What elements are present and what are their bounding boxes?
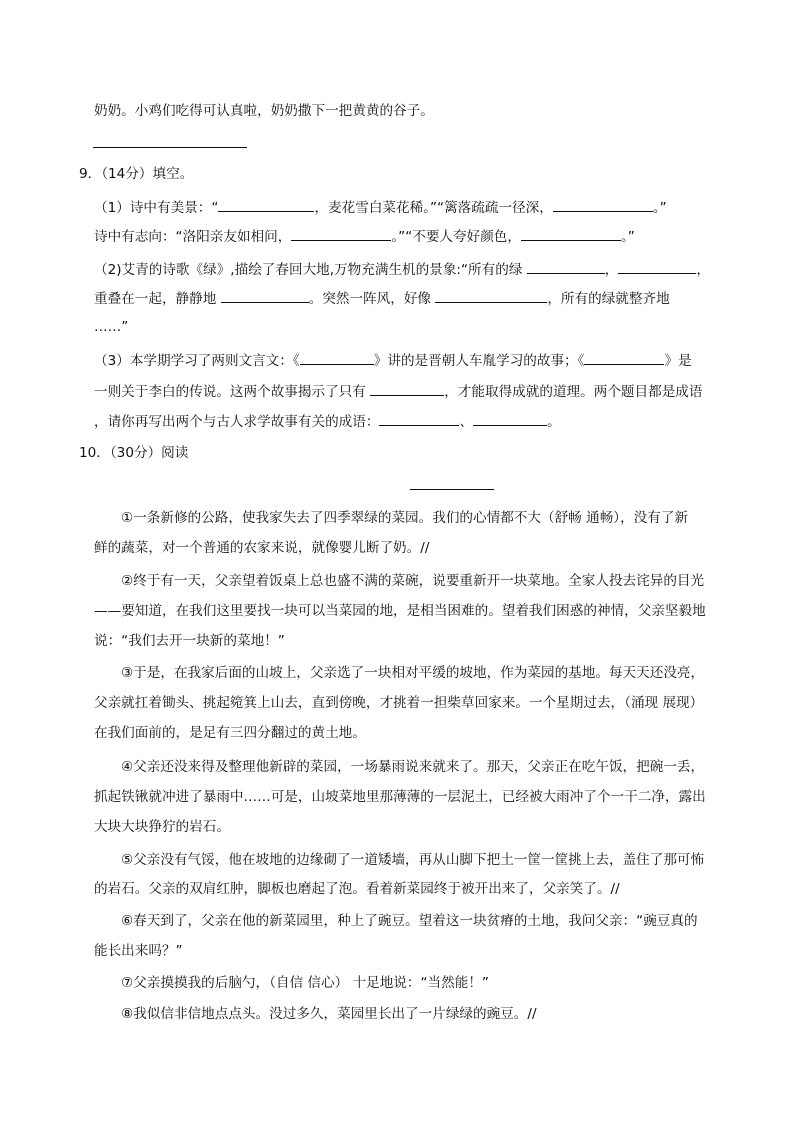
- text: 一则关于李白的传说。这两个故事揭示了只有: [94, 384, 371, 400]
- q9-line: [94, 288, 670, 309]
- text: 。”“不要人夸好颜色，: [391, 229, 521, 245]
- text: ，麦花雪白菜花稀。”“篱落疏疏一径深，: [314, 200, 553, 216]
- text: ，: [696, 262, 710, 278]
- text: 诗中有志向：“洛阳亲友如相问，: [94, 229, 292, 245]
- title-blank[interactable]: [410, 489, 494, 490]
- fill-blank[interactable]: [618, 259, 696, 274]
- passage-line: ②终于有一天，父亲望着饭桌上总也盛不满的菜碗，说要重新开一块菜地。全家人投去诧异的目光: [121, 573, 705, 589]
- q9-line: ……”: [94, 319, 129, 335]
- fill-blank[interactable]: [527, 259, 605, 274]
- question-10-heading: 10．（30分）阅读: [79, 445, 189, 461]
- text: 。”: [652, 200, 667, 216]
- text: 》是: [664, 353, 692, 369]
- passage-line: 大块大块狰狞的岩石。: [94, 819, 230, 835]
- passage-line: ⑥春天到了，父亲在他的新菜园里，种上了豌豆。望着这一块贫瘠的土地，我问父亲：“豌豆真的: [121, 913, 698, 929]
- text: ，: [604, 262, 619, 278]
- text: 重叠在一起，静静地: [94, 291, 221, 307]
- passage-line: ⑦父亲摸摸我的后脑勺，（自信 信心） 十足地说：“当然能！”: [121, 975, 489, 991]
- fill-blank[interactable]: [218, 197, 314, 212]
- fill-blank[interactable]: [521, 226, 621, 241]
- q9-line: [94, 259, 710, 280]
- question-9-heading: 9．（14分）填空。: [79, 166, 194, 182]
- text: ，所有的绿就整齐地: [547, 291, 670, 307]
- text: ，才能取得成就的道理。两个题目都是成语: [444, 384, 703, 400]
- passage-line: 抓起铁锹就冲进了暴雨中……可是，山坡菜地里那薄薄的一层泥土，已经被大雨冲了个一干二净，露出: [94, 789, 706, 805]
- passage-line: ⑧我似信非信地点点头。没过多久，菜园里长出了一片绿绿的豌豆。//: [121, 1006, 537, 1022]
- fill-blank[interactable]: [584, 350, 664, 365]
- fill-blank[interactable]: [221, 288, 309, 303]
- q9-line: [94, 197, 667, 218]
- text: （2)艾青的诗歌《绿》,描绘了春回大地,万物充满生机的景象:“所有的绿: [94, 262, 527, 278]
- fill-blank[interactable]: [379, 411, 459, 426]
- passage-line: 说：“我们去开一块新的菜地！”: [94, 633, 285, 649]
- fill-blank[interactable]: [473, 411, 547, 426]
- fill-blank[interactable]: [553, 197, 653, 212]
- text: （3）本学期学习了两则文言文：《: [94, 353, 300, 369]
- fill-blank[interactable]: [291, 226, 391, 241]
- passage-line: ③于是，在我家后面的山坡上，父亲选了一块相对平缓的坡地，作为菜园的基地。每天天还没亮，: [121, 665, 705, 681]
- text: （1）诗中有美景：“: [94, 200, 219, 216]
- q9-line: [94, 226, 635, 247]
- text: 。突然一阵风，好像: [308, 291, 436, 307]
- passage-line: 在我们面前的，是足有三四分翻过的黄土地。: [94, 725, 366, 741]
- answer-line: [93, 147, 247, 148]
- q9-line: [94, 381, 702, 402]
- fill-blank[interactable]: [370, 381, 444, 396]
- text: 。”: [621, 229, 635, 245]
- passage-line: 鲜的蔬菜，对一个普通的农家来说，就像婴儿断了奶。//: [94, 540, 430, 556]
- passage-line: 的岩石。父亲的双肩红肿，脚板也磨起了泡。看着新菜园终于被开出来了，父亲笑了。//: [94, 881, 620, 897]
- text-line: 奶奶。小鸡们吃得可认真啦，奶奶撒下一把黄黄的谷子。: [94, 103, 434, 119]
- passage-line: ⑤父亲没有气馁，他在坡地的边缘砌了一道矮墙，再从山脚下把土一筐一筐挑上去，盖住了那可怖: [121, 852, 705, 868]
- fill-blank[interactable]: [435, 288, 547, 303]
- passage-line: ①一条新修的公路，使我家失去了四季翠绿的菜园。我们的心情都不大（舒畅 通畅），没有了新: [121, 510, 689, 526]
- text: 。: [547, 414, 561, 430]
- passage-line: 能长出来吗？”: [94, 943, 183, 959]
- text: 、: [459, 414, 474, 430]
- text: ，请你再写出两个与古人求学故事有关的成语：: [94, 414, 380, 430]
- passage-line: 父亲就扛着锄头、挑起箢箕上山去，直到傍晚，才挑着一担柴草回家来。一个星期过去，（涌现 展现）: [94, 695, 704, 711]
- q9-line: [94, 411, 561, 432]
- passage-line: ——要知道，在我们这里要找一块可以当菜园的地，是相当困难的。望着我们困惑的神情，父亲坚毅地: [94, 603, 706, 619]
- passage-line: ④父亲还没来得及整理他新辟的菜园，一场暴雨说来就来了。那天，父亲正在吃午饭，把碗一丢，: [121, 759, 705, 775]
- q9-line: [94, 350, 692, 371]
- text: 》讲的是晋朝人车胤学习的故事；《: [373, 353, 585, 369]
- fill-blank[interactable]: [300, 350, 374, 365]
